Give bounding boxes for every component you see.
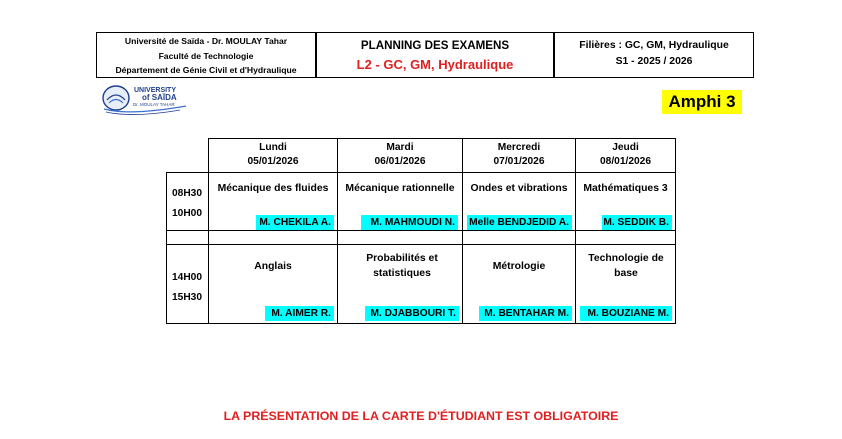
grid-line [166,323,676,324]
university-logo [100,82,190,118]
exam-subject: Anglais [254,261,292,272]
grid-line [166,244,676,245]
room-label: Amphi 3 [662,90,742,114]
exam-subject: Mathématiques 3 [583,183,668,194]
university-name: Université de Saïda - Dr. MOULAY Tahar [124,36,288,46]
program-box [554,32,754,78]
exam-subject: Technologie de base [588,253,664,279]
semester-label: S1 - 2025 / 2026 [615,56,693,67]
day-name: Mercredi [497,142,541,153]
exam-teacher: M. BOUZIANE M. [580,306,672,321]
exam-subject: Mécanique des fluides [217,183,329,194]
logo-line-3: Dr. MOULAY TAHAR [133,102,175,107]
exam-subject: Probabilités et statistiques [366,253,438,279]
department-name: Département de Génie Civil et d'Hydraulique [115,65,297,75]
day-header-thursday [576,138,675,172]
logo-emblem-icon [100,82,190,118]
institution-box [96,32,316,78]
day-name: Lundi [259,142,287,153]
day-name: Jeudi [612,142,639,153]
grid-line [166,230,676,231]
title-box [316,32,554,78]
day-date: 05/01/2026 [247,156,299,167]
exam-teacher: Melle BENDJEDID A. [467,215,572,230]
page-subtitle: L2 - GC, GM, Hydraulique [356,57,514,72]
faculty-name: Faculté de Technologie [158,50,254,61]
exam-subject: Métrologie [492,261,546,272]
exam-subject: Ondes et vibrations [470,183,568,194]
day-name: Mardi [386,142,414,153]
slot-1-end-time: 10H00 [171,208,203,219]
grid-line [166,172,676,173]
filieres-label: Filières : GC, GM, Hydraulique [579,40,729,51]
exam-teacher: M. SEDDIK B. [602,215,672,230]
slot-2-end-time: 15H30 [171,292,203,303]
slot-1-start-time: 08H30 [171,188,203,199]
logo-line-1: UNIVERSITY [134,87,177,94]
day-date: 08/01/2026 [600,156,651,167]
day-date: 06/01/2026 [374,156,426,167]
slot-2-start-time: 14H00 [171,272,203,283]
day-header-tuesday [338,138,462,172]
day-date: 07/01/2026 [493,156,545,167]
exam-teacher: M. MAHMOUDI N. [361,215,458,230]
grid-line [675,138,676,324]
day-header-monday [209,138,337,172]
exam-teacher: M. CHEKILA A. [256,215,334,230]
exam-teacher: M. DJABBOURI T. [365,306,459,321]
exam-teacher: M. BENTAHAR M. [479,306,572,321]
page-title: PLANNING DES EXAMENS [360,39,510,52]
exam-schedule-table [166,138,676,324]
exam-subject: Mécanique rationnelle [345,183,455,194]
day-header-wednesday [463,138,575,172]
student-card-notice: LA PRÉSENTATION DE LA CARTE D'ÉTUDIANT EST OBLIGATOIRE [223,409,619,423]
exam-teacher: M. AIMER R. [265,306,334,321]
logo-line-2: of SAÏDA [142,93,177,102]
